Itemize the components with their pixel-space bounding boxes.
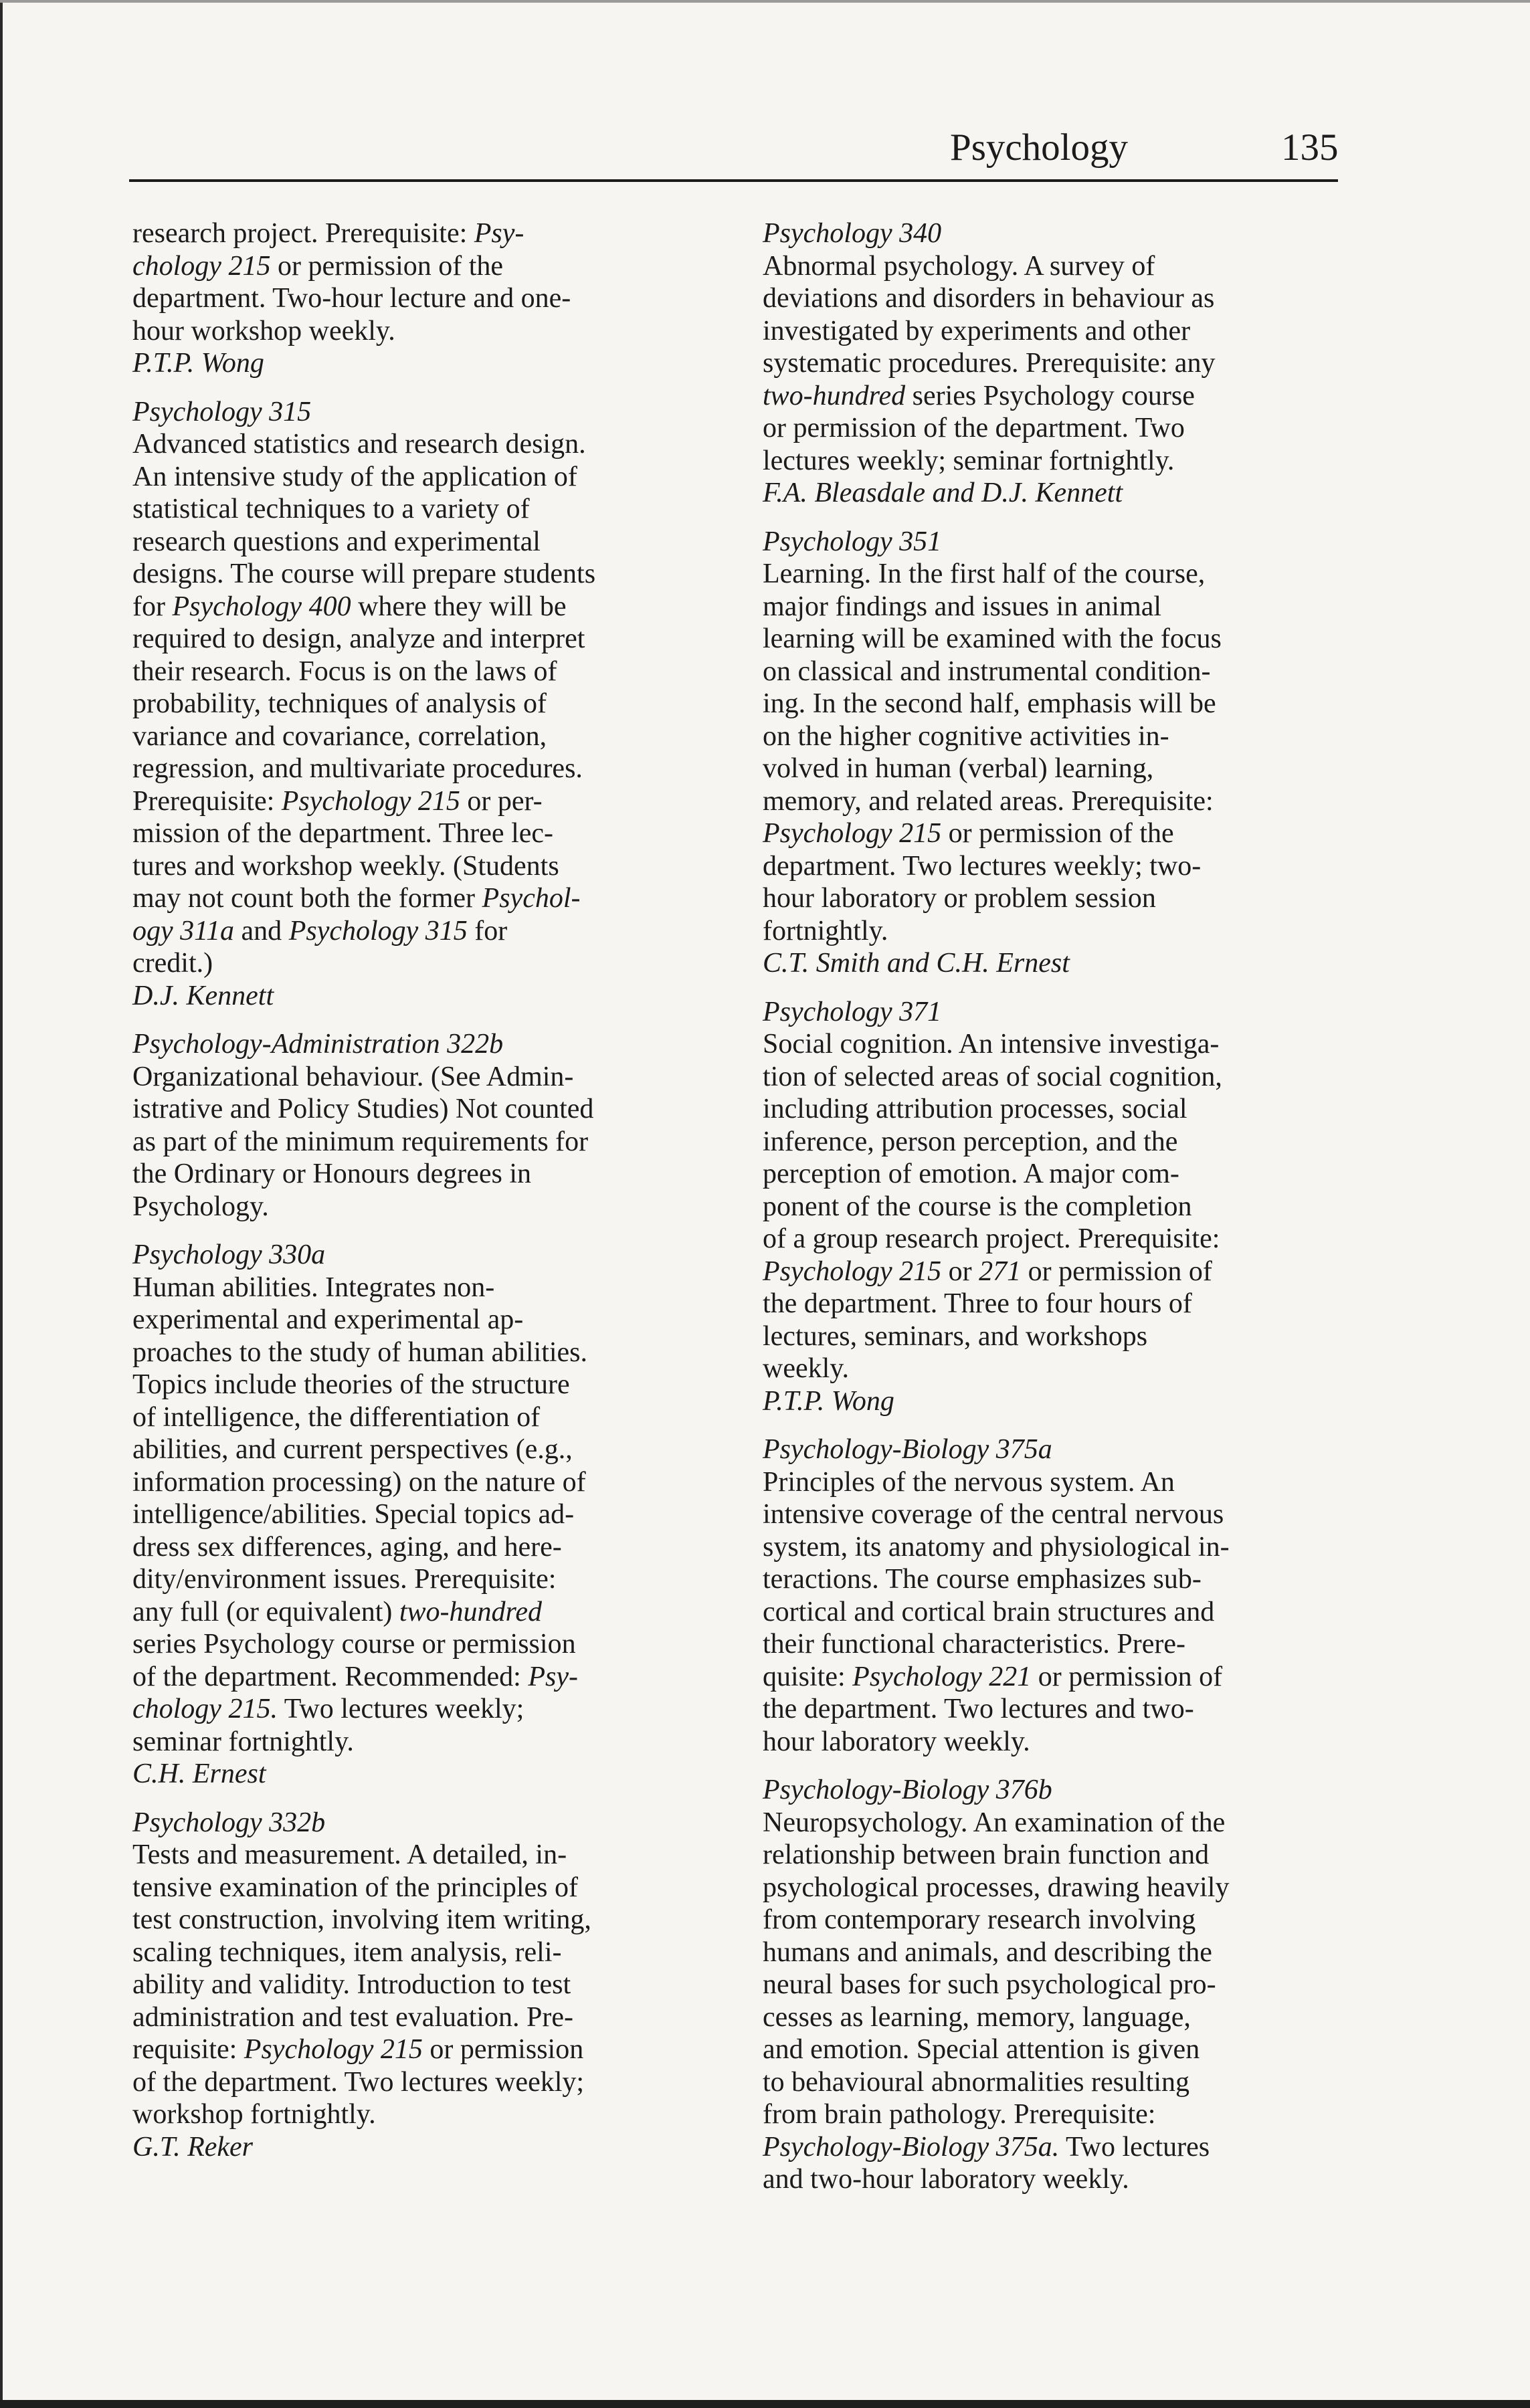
text-run: relationship between brain function and [763,1839,1210,1870]
text-line [132,656,721,688]
text-line [132,752,721,785]
course-heading [763,217,1351,250]
text-line [132,1061,721,1094]
text-run: quisite: [763,1661,853,1692]
text-line [763,591,1351,623]
text-line [132,315,721,348]
text-line [132,347,721,380]
italic-text: Psychology 351 [763,526,942,557]
text-line [763,1872,1351,1904]
course-entry [132,1028,721,1223]
text-run: hour laboratory weekly. [763,1726,1030,1757]
text-run: information processing) on the nature of [132,1466,586,1498]
text-run: Principles of the nervous system. An [763,1466,1175,1498]
text-run: tion of selected areas of social cognition, [763,1061,1222,1092]
italic-text: Psychology 371 [763,996,942,1027]
text-run: required to design, analyze and interpret [132,623,585,654]
italic-text: Psychology 215 [244,2034,423,2065]
course-entry [763,526,1351,980]
course-heading [763,526,1351,559]
text-run: experimental and experimental ap- [132,1304,524,1335]
text-line [132,1628,721,1661]
text-run: where they will be [351,591,567,622]
text-run: credit.) [132,948,213,979]
text-line [763,1726,1351,1759]
italic-text: Psy- [474,218,524,249]
italic-text: P.T.P. Wong [132,348,264,379]
text-line [763,1256,1351,1288]
text-run: systematic procedures. Prerequisite: any [763,348,1216,379]
course-entry [763,1774,1351,2196]
text-run: major findings and issues in animal [763,591,1162,622]
text-line [763,380,1351,413]
italic-text: G.T. Reker [132,2131,253,2163]
italic-text: Psychology 215 [763,1256,942,1287]
text-run: investigated by experiments and other [763,315,1191,346]
text-run: lectures, seminars, and workshops [763,1320,1148,1352]
text-line [132,1191,721,1223]
text-run: Prerequisite: [132,785,282,817]
text-line [763,1288,1351,1320]
text-run: to behavioural abnormalities resulting [763,2066,1189,2098]
text-line [132,1904,721,1936]
text-line [132,1839,721,1872]
text-line [132,461,721,494]
text-run: inference, person perception, and the [763,1126,1178,1157]
text-line [763,1385,1351,1418]
header-rule [129,179,1338,182]
text-run: or permission of the [270,250,504,282]
text-run: from brain pathology. Prerequisite: [763,2099,1156,2130]
text-line [132,1563,721,1596]
scan-bottom-edge [0,2400,1530,2408]
text-run: on the higher cognitive activities in- [763,720,1169,752]
text-run: for [467,915,508,946]
italic-text: C.H. Ernest [132,1759,266,1789]
text-run: or permission of the department. Two [763,413,1185,443]
text-run: for [132,591,173,622]
text-line [132,947,721,980]
scan-top-edge [0,0,1530,3]
text-run: research questions and experimental [132,526,541,557]
text-line [132,1126,721,1159]
text-run: their research. Focus is on the laws of [132,656,557,687]
italic-text: D.J. Kennett [132,980,274,1011]
italic-text: F.A. Bleasdale and D.J. Kennett [763,478,1123,508]
text-run: department. Two-hour lecture and one- [132,283,571,314]
text-line [132,1369,721,1401]
text-line [132,428,721,461]
text-line [763,1028,1351,1061]
text-run: or [941,1256,979,1287]
text-line [132,250,721,283]
text-run: mission of the department. Three lec- [132,818,554,849]
text-run: dress sex differences, aging, and here- [132,1531,562,1563]
italic-text: Psychology 332b [132,1807,326,1838]
text-line [763,282,1351,315]
text-line [132,558,721,591]
italic-text: Psychology-Biology 376b [763,1775,1052,1805]
text-line [763,412,1351,445]
text-line [132,2001,721,2034]
text-run: proaches to the study of human abilities. [132,1336,588,1368]
text-run: weekly. [763,1353,850,1384]
text-run: or permission of [1031,1661,1223,1692]
text-line [763,1969,1351,2001]
text-run: and two-hour laboratory weekly. [763,2164,1129,2195]
text-line [132,688,721,720]
text-line [763,850,1351,883]
course-heading [763,996,1351,1029]
scan-left-edge [0,0,3,2408]
text-run: of the department. Two lectures weekly; [132,2066,585,2098]
running-header [923,120,1351,181]
text-line [763,915,1351,948]
text-line [763,2066,1351,2099]
italic-text: ogy 311a [132,915,235,946]
text-run: ponent of the course is the completion [763,1191,1192,1222]
text-line [763,785,1351,818]
text-line [763,2098,1351,2131]
text-line [132,591,721,623]
course-entry [132,396,721,1013]
text-line [763,1563,1351,1596]
italic-text: Psychology-Biology 375a [763,1434,1052,1465]
text-line [132,915,721,948]
text-run: as part of the minimum requirements for [132,1126,589,1157]
text-run: any full (or equivalent) [132,1596,399,1627]
text-line [763,656,1351,688]
text-line [763,1223,1351,1256]
text-line [132,1661,721,1694]
text-line [132,526,721,559]
page-number: 135 [1281,126,1339,169]
section-title: Psychology [950,126,1129,169]
text-run: workshop fortnightly. [132,2099,376,2130]
text-run: designs. The course will prepare students [132,559,596,589]
text-line [763,688,1351,720]
text-run: including attribution processes, social [763,1094,1187,1124]
text-run: may not count both the former [132,883,482,914]
course-heading [132,1807,721,1839]
italic-text: two-hundred [763,380,906,411]
text-line [763,1158,1351,1191]
text-line [132,817,721,850]
text-line [132,1693,721,1726]
text-line [132,1401,721,1434]
course-entry [763,996,1351,1418]
text-run: Two lectures [1059,2131,1210,2163]
text-run: Human abilities. Integrates non- [132,1272,495,1303]
text-run: the department. Two lectures and two- [763,1694,1194,1724]
text-line [763,1936,1351,1969]
text-run: series Psychology course [905,380,1195,411]
text-run: abilities, and current perspectives (e.g., [132,1434,573,1465]
text-line [132,217,721,250]
text-line [132,1433,721,1466]
text-line [763,1904,1351,1936]
italic-text: chology 215. [132,1694,278,1724]
text-line [763,1661,1351,1694]
text-line [763,947,1351,980]
italic-text: Psychology 215 [281,785,460,817]
course-heading [132,396,721,429]
text-run: or permission of the [941,818,1174,849]
text-line [763,1126,1351,1159]
italic-text: C.T. Smith and C.H. Ernest [763,948,1070,979]
italic-text: chology 215 [132,250,271,282]
text-run: Social cognition. An intensive investiga- [763,1029,1220,1060]
text-line [763,1531,1351,1564]
course-heading [763,1433,1351,1466]
text-run: variance and covariance, correlation, [132,720,547,752]
text-run: probability, techniques of analysis of [132,688,547,719]
italic-text: Psychology 215 [763,818,942,849]
text-line [132,1758,721,1791]
text-run: series Psychology course or permission [132,1629,576,1660]
text-line [763,315,1351,348]
text-run: of a group research project. Prerequisite: [763,1223,1220,1254]
text-run: or per- [460,785,543,817]
text-line [132,1093,721,1126]
text-line [763,558,1351,591]
text-run: Two lectures weekly; [277,1694,524,1724]
text-line [132,1336,721,1369]
text-run: regression, and multivariate procedures. [132,753,583,784]
text-run: Tests and measurement. A detailed, in- [132,1839,567,1870]
text-run: test construction, involving item writing, [132,1904,591,1935]
text-run: statistical techniques to a variety of [132,494,530,524]
text-line [132,720,721,753]
text-run: ing. In the second half, emphasis will be [763,688,1216,719]
text-run: hour workshop weekly. [132,315,395,346]
text-line [763,1320,1351,1353]
text-run: or permission of [1021,1256,1212,1287]
text-run: system, its anatomy and physiological in- [763,1531,1230,1563]
text-line [132,1872,721,1904]
text-run: department. Two lectures weekly; two- [763,850,1202,882]
text-line [132,850,721,883]
text-line [132,282,721,315]
text-line [763,2131,1351,2164]
text-run: cortical and cortical brain structures and [763,1596,1215,1627]
text-line [763,623,1351,656]
text-run: teractions. The course emphasizes sub- [763,1564,1202,1595]
italic-text: Psychology 330a [132,1239,326,1270]
course-entry [763,1433,1351,1758]
text-line [132,1158,721,1191]
text-run: Abnormal psychology. A survey of [763,250,1155,282]
text-line [763,1628,1351,1661]
text-run: seminar fortnightly. [132,1726,354,1757]
text-run: their functional characteristics. Prere- [763,1629,1186,1660]
italic-text: Psychology 315 [132,396,312,427]
text-run: memory, and related areas. Prerequisite: [763,785,1214,817]
text-run: humans and animals, and describing the [763,1936,1212,1968]
course-heading [132,1028,721,1061]
text-line [763,1466,1351,1499]
text-run: the department. Three to four hours of [763,1288,1192,1319]
text-run: and emotion. Special attention is given [763,2034,1200,2065]
text-run: scaling techniques, item analysis, reli- [132,1936,562,1968]
text-run: volved in human (verbal) learning, [763,753,1154,784]
text-line [132,1531,721,1564]
text-run: neural bases for such psychological pro- [763,1969,1216,2000]
text-line [132,1596,721,1629]
text-line [763,1061,1351,1094]
italic-text: P.T.P. Wong [763,1385,894,1417]
text-run: fortnightly. [763,915,888,946]
text-line [763,1596,1351,1629]
text-run: the Ordinary or Honours degrees in [132,1159,531,1189]
text-line [763,1093,1351,1126]
course-entry [132,217,721,380]
italic-text: Psychology 340 [763,218,942,249]
text-line [763,1191,1351,1223]
text-line [132,882,721,915]
text-run: hour laboratory or problem session [763,883,1156,914]
text-line [763,445,1351,478]
italic-text: Psy- [528,1661,578,1692]
text-run: Learning. In the first half of the course, [763,559,1206,589]
text-line [763,477,1351,510]
text-line [132,1272,721,1304]
text-line [132,2131,721,2164]
text-run: learning will be examined with the focus [763,623,1222,654]
text-run: research project. Prerequisite: [132,218,474,249]
text-run: cesses as learning, memory, language, [763,2001,1191,2033]
course-entry [132,1807,721,2164]
text-line [763,1498,1351,1531]
text-line [763,347,1351,380]
text-line [763,1352,1351,1385]
text-line [132,493,721,526]
text-line [132,1304,721,1336]
text-line [132,2098,721,2131]
course-entry [763,217,1351,510]
text-run: Psychology. [132,1191,269,1222]
text-run: Neuropsychology. An examination of the [763,1807,1226,1838]
text-line [763,752,1351,785]
text-line [132,1466,721,1499]
text-run: perception of emotion. A major com- [763,1159,1179,1189]
text-line [132,1726,721,1759]
text-line [132,1498,721,1531]
italic-text: Psychology 315 [288,915,468,946]
left-column [132,217,721,2179]
text-run: psychological processes, drawing heavily [763,1872,1230,1903]
text-line [763,882,1351,915]
text-run: Advanced statistics and research design. [132,429,586,460]
text-run: tensive examination of the principles of [132,1872,578,1903]
text-line [763,1807,1351,1839]
text-line [763,2033,1351,2066]
italic-text: Psychol- [482,883,581,914]
text-run: istrative and Policy Studies) Not counted [132,1094,594,1124]
text-run: ability and validity. Introduction to test [132,1969,571,2000]
text-run: lectures weekly; seminar fortnightly. [763,445,1175,476]
text-run: and [234,915,289,946]
text-run: An intensive study of the application of [132,461,577,492]
text-line [763,1839,1351,1872]
italic-text: Psychology-Biology 375a. [763,2131,1060,2163]
text-run: or permission [422,2034,584,2065]
text-run: of intelligence, the differentiation of [132,1401,541,1433]
text-line [132,1969,721,2001]
text-run: deviations and disorders in behaviour as [763,283,1215,314]
course-heading [132,1239,721,1272]
text-run: from contemporary research involving [763,1904,1196,1935]
text-run: Topics include theories of the structure [132,1369,570,1400]
text-line [763,250,1351,283]
text-line [763,1693,1351,1726]
text-line [132,2033,721,2066]
text-line [132,2066,721,2099]
text-run: Organizational behaviour. (See Admin- [132,1061,574,1092]
italic-text: two-hundred [399,1596,542,1627]
right-column [763,217,1351,2212]
text-run: on classical and instrumental condition- [763,656,1211,687]
italic-text: Psychology 400 [172,591,351,622]
text-line [763,2001,1351,2034]
italic-text: Psychology 221 [852,1661,1032,1692]
text-line [763,720,1351,753]
text-line [132,623,721,656]
text-run: intensive coverage of the central nervous [763,1499,1224,1530]
course-entry [132,1239,721,1791]
text-line [132,980,721,1013]
text-run: requisite: [132,2034,244,2065]
text-line [132,785,721,818]
text-line [132,1936,721,1969]
course-heading [763,1774,1351,1807]
text-run: intelligence/abilities. Special topics ad- [132,1499,575,1530]
text-run: administration and test evaluation. Pre- [132,2001,573,2033]
text-line [763,2163,1351,2196]
italic-text: 271 [979,1256,1022,1287]
text-run: tures and workshop weekly. (Students [132,850,559,882]
text-line [763,817,1351,850]
text-run: dity/environment issues. Prerequisite: [132,1564,557,1595]
italic-text: Psychology-Administration 322b [132,1029,504,1060]
text-run: of the department. Recommended: [132,1661,529,1692]
